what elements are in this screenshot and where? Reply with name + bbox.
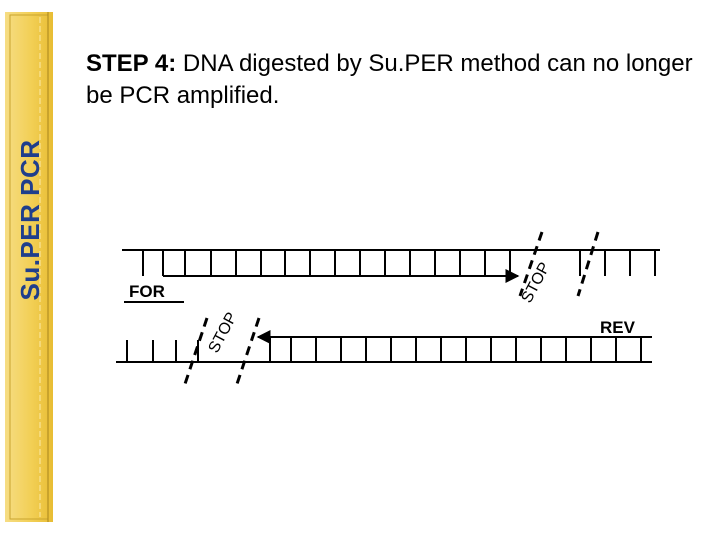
bottom-strand-bases (127, 337, 641, 362)
step-label: STEP 4: (86, 50, 177, 77)
top-dna-strand (122, 250, 660, 276)
top-strand-bases (143, 250, 655, 276)
forward-primer-label: FOR (129, 282, 165, 301)
reverse-primer-label: REV (600, 318, 635, 337)
top-stop-label: STOP (518, 259, 554, 306)
bottom-stop-label: STOP (205, 309, 241, 356)
sidebar-title: Su.PER PCR (15, 139, 45, 301)
step-description: DNA digested by Su.PER method can no longer be PCR amplified. (86, 50, 693, 109)
